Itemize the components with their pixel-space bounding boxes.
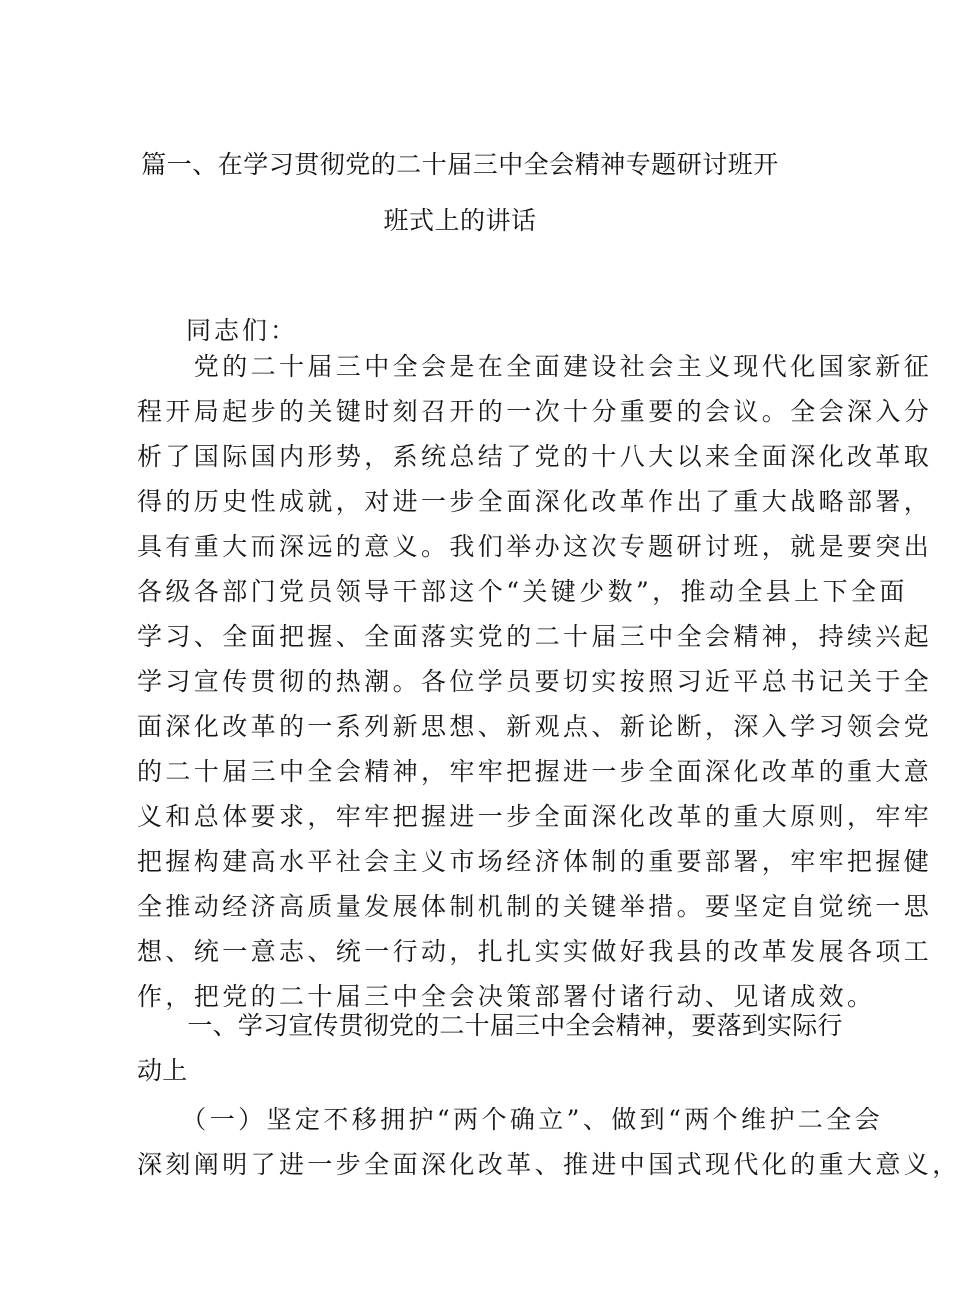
- paragraph-line: 面深化改革的一系列新思想、新观点、新论断，深入学习领会党: [137, 712, 933, 741]
- paragraph-line: 具有重大而深远的意义。我们举办这次专题研讨班，就是要突出: [137, 532, 933, 561]
- paragraph-line: 作，把党的二十届三中全会决策部署付诸行动、见诸成效。: [137, 982, 876, 1011]
- paragraph-line: 学习宣传贯彻的热潮。各位学员要切实按照习近平总书记关于全: [137, 667, 933, 696]
- paragraph-line: 党的二十届三中全会是在全面建设社会主义现代化国家新征: [137, 352, 933, 381]
- paragraph-line: 各级各部门党员领导干部这个“关键少数”，推动全县上下全面: [137, 577, 908, 606]
- section-heading-1: [137, 1003, 843, 1093]
- paragraph-line: 全推动经济高质量发展体制机制的关键举措。要坚定自觉统一思: [137, 892, 933, 921]
- paragraph-line: 想、统一意志、统一行动，扎扎实实做好我县的改革发展各项工: [137, 937, 933, 966]
- paragraph-1: [137, 344, 933, 1019]
- paragraph-line: 学习、全面把握、全面落实党的二十届三中全会精神，持续兴起: [137, 622, 933, 651]
- heading-line: 动上: [137, 1056, 188, 1085]
- paragraph-line: 程开局起步的关键时刻召开的一次十分重要的会议。全会深入分: [137, 397, 933, 426]
- document-title-line-1: 篇一、在学习贯彻党的二十届三中全会精神专题研讨班开: [141, 150, 779, 179]
- heading-line: 一、学习宣传贯彻党的二十届三中全会精神，要落到实际行: [137, 1011, 843, 1040]
- paragraph-line: 的二十届三中全会精神，牢牢把握进一步全面深化改革的重大意: [137, 757, 933, 786]
- paragraph-line: 义和总体要求，牢牢把握进一步全面深化改革的重大原则，牢牢: [137, 802, 933, 831]
- paragraph-line: 得的历史性成就，对进一步全面深化改革作出了重大战略部署，: [137, 487, 933, 516]
- paragraph-line: 深刻阐明了进一步全面深化改革、推进中国式现代化的重大意义，: [137, 1150, 961, 1179]
- paragraph-line: （一）坚定不移拥护“两个确立”、做到“两个维护二全会: [137, 1105, 884, 1134]
- document-title-line-2: 班式上的讲话: [383, 206, 537, 235]
- paragraph-2: [137, 1097, 961, 1187]
- salutation: 同志们：: [186, 316, 299, 345]
- paragraph-line: 析了国际国内形势，系统总结了党的十八大以来全面深化改革取: [137, 442, 933, 471]
- paragraph-line: 把握构建高水平社会主义市场经济体制的重要部署，牢牢把握健: [137, 847, 933, 876]
